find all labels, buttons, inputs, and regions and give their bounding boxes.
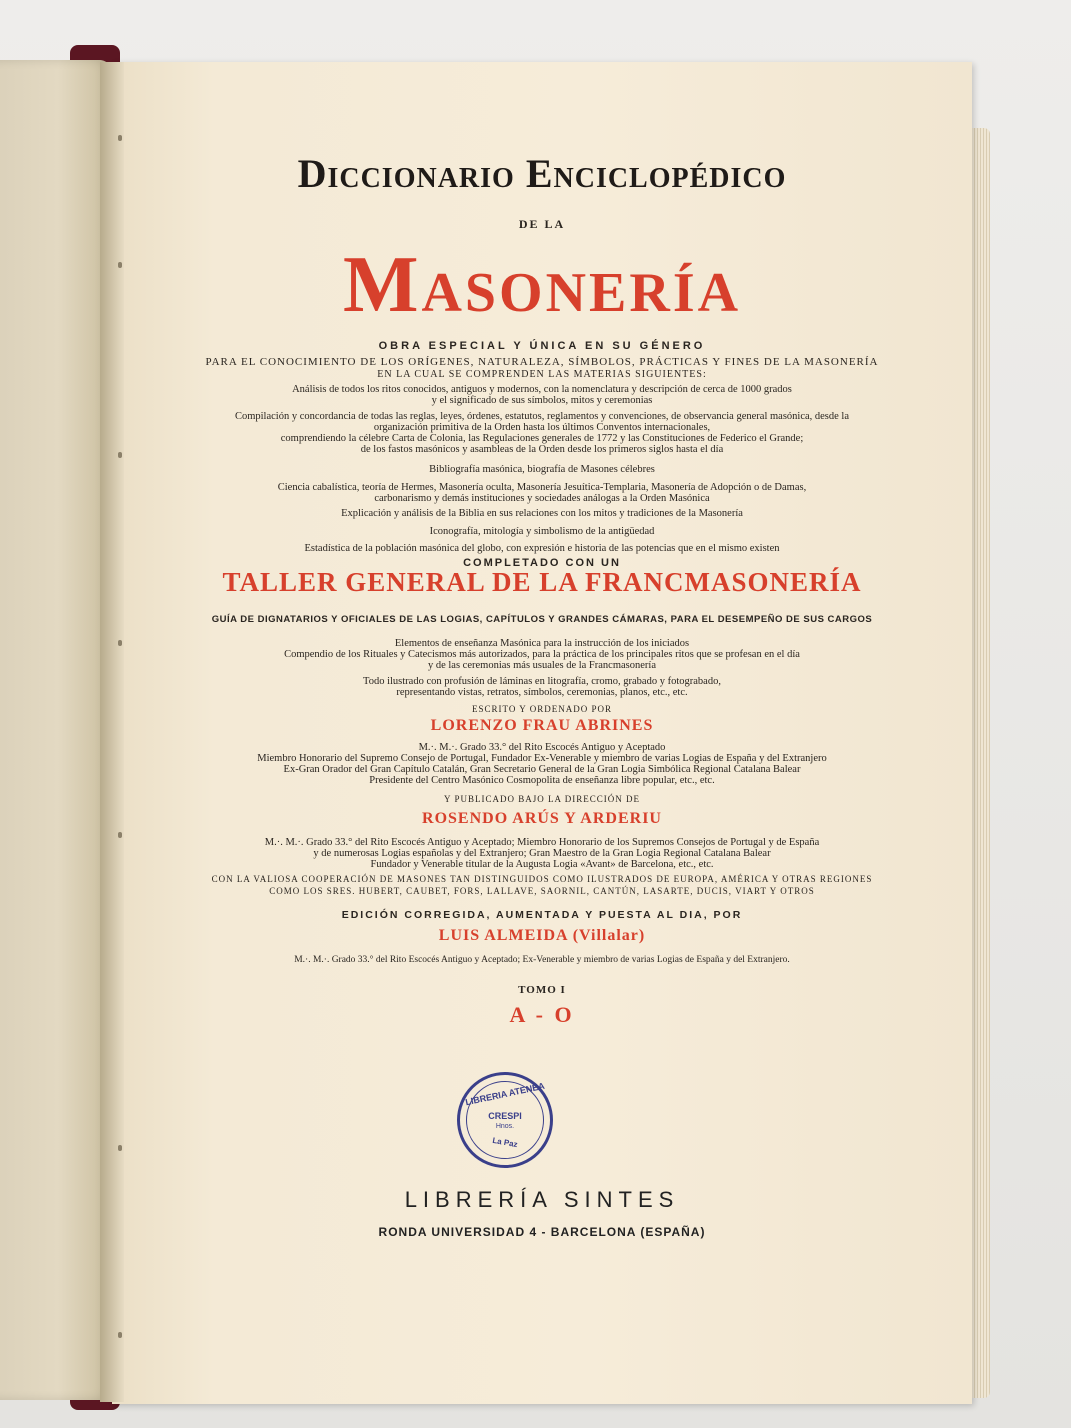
author2-credential: y de numerosas Logias españolas y del Extranjero; Gran Maestro de la Gran Logia Regional Catalana Balear bbox=[313, 848, 771, 859]
author2-credential: M.·. M.·. Grado 33.° del Rito Escocés Antiguo y Aceptado; Miembro Honorario de los Supremos Consejos de Portugal y de España bbox=[264, 837, 820, 848]
title-line-diccionario: Diccionario Enciclopédico bbox=[297, 151, 787, 196]
materia-line: Análisis de todos los ritos conocidos, antiguos y modernos, con la nomenclatura y descripción de cerca de 1000 grados bbox=[292, 384, 792, 395]
materia-line: Bibliografía masónica, biografía de Masones célebres bbox=[429, 464, 655, 475]
taller-subtitle: GUÍA DE DIGNATARIOS Y OFICIALES DE LAS LOGIAS, CAPÍTULOS Y GRANDES CÁMARAS, PARA EL DESEMPEÑO DE SUS CARGOS bbox=[211, 614, 873, 625]
materia-line: carbonarismo y demás instituciones y sociedades análogas a la Orden Masónica bbox=[374, 493, 710, 504]
elementos-line: representando vistas, retratos, símbolos, ceremonias, planos, etc., etc. bbox=[396, 687, 688, 698]
materia-line: y el significado de sus símbolos, mitos y ceremonias bbox=[431, 395, 653, 406]
author-rosendo: ROSENDO ARÚS Y ARDERIU bbox=[422, 810, 662, 827]
title-page-text bbox=[112, 62, 972, 1404]
author1-credential: Presidente del Centro Masónico Cosmopolita de enseñanza libre popular, etc., etc. bbox=[369, 775, 715, 786]
author-luis: LUIS ALMEIDA (Villalar) bbox=[438, 927, 646, 944]
escrito-label: ESCRITO Y ORDENADO POR bbox=[472, 704, 612, 714]
cooperacion-line: CON LA VALIOSA COOPERACIÓN DE MASONES TAN DISTINGUIDOS COMO ILUSTRADOS DE EUROPA, AMÉRICA Y OTRAS REGIONES bbox=[211, 874, 873, 884]
main-title: Masonería bbox=[342, 241, 742, 329]
title-de-la: DE LA bbox=[518, 217, 566, 231]
completado-label: COMPLETADO CON UN bbox=[463, 557, 621, 569]
materia-line: comprendiendo la célebre Carta de Colonia, las Regulaciones generales de 1772 y las Constituciones de Federico el Grande; bbox=[280, 433, 804, 444]
author1-credential: Ex-Gran Orador del Gran Capítulo Catalán, Gran Secretario General de la Gran Logia Simbólica Regional Catalana Balear bbox=[283, 764, 801, 775]
materia-line: Compilación y concordancia de todas las reglas, leyes, órdenes, estatutos, reglamentos y convenciones, de observancia general masónica, desde la bbox=[234, 411, 850, 422]
library-stamp: LIBRERIA ATENEA CRESPI Hnos. La Paz bbox=[457, 1072, 553, 1168]
subtitle-obra: OBRA ESPECIAL Y ÚNICA EN SU GÉNERO bbox=[378, 340, 706, 352]
materia-line: Explicación y análisis de la Biblia en sus relaciones con los mitos y tradiciones de la Masonería bbox=[341, 508, 743, 519]
materia-line: Estadística de la población masónica del globo, con expresión e historia de las potencias que en el mismo existen bbox=[304, 543, 780, 554]
publicado-label: Y PUBLICADO BAJO LA DIRECCIÓN DE bbox=[444, 794, 640, 804]
elementos-line: Todo ilustrado con profusión de láminas en litografía, cromo, grabado y fotograbado, bbox=[363, 676, 721, 687]
materia-line: Iconografía, mitología y simbolismo de la antigüedad bbox=[429, 526, 655, 537]
elementos-line: Compendio de los Rituales y Catecismos más autorizados, para la práctica de los principales ritos que se profesan en el día bbox=[284, 649, 800, 660]
taller-title: TALLER GENERAL DE LA FRANCMASONERÍA bbox=[222, 567, 862, 597]
author3-credential: M.·. M.·. Grado 33.° del Rito Escocés Antiguo y Aceptado; Ex-Venerable y miembro de varias Logias de España y del Extranjero. bbox=[294, 955, 790, 965]
author1-credential: Miembro Honorario del Supremo Consejo de Portugal, Fundador Ex-Venerable y miembro de varias Logias de España y del Extranjero bbox=[257, 753, 827, 764]
subtitle-para: PARA EL CONOCIMIENTO DE LOS ORÍGENES, NATURALEZA, SÍMBOLOS, PRÁCTICAS Y FINES DE LA MASONERÍA bbox=[205, 356, 879, 368]
tomo-label: TOMO I bbox=[518, 984, 566, 996]
edicion-label: EDICIÓN CORREGIDA, AUMENTADA Y PUESTA AL DIA, POR bbox=[341, 909, 743, 921]
publisher-address: RONDA UNIVERSIDAD 4 - BARCELONA (ESPAÑA) bbox=[378, 1225, 706, 1239]
materia-line: de los fastos masónicos y asambleas de la Orden desde los primeros siglos hasta el día bbox=[360, 444, 724, 455]
elementos-line: Elementos de enseñanza Masónica para la instrucción de los iniciados bbox=[394, 638, 690, 649]
cooperacion-line: COMO LOS SRES. HUBERT, CAUBET, FORS, LALLAVE, SAORNIL, CANTÚN, LASARTE, DUCIS, VIART Y OTROS bbox=[269, 886, 815, 896]
author1-credential: M.·. M.·. Grado 33.° del Rito Escocés Antiguo y Aceptado bbox=[418, 742, 666, 753]
materia-line: Ciencia cabalística, teoría de Hermes, Masonería oculta, Masonería Jesuítica-Templaria, Masonería de Adopción o de Damas, bbox=[277, 482, 807, 493]
volume-range: A - O bbox=[509, 1002, 575, 1027]
subtitle-en-la-cual: EN LA CUAL SE COMPRENDEN LAS MATERIAS SIGUIENTES: bbox=[377, 369, 707, 380]
author2-credential: Fundador y Venerable titular de la Augusta Logia «Avant» de Barcelona, etc., etc. bbox=[370, 859, 714, 870]
author-lorenzo: LORENZO FRAU ABRINES bbox=[430, 717, 654, 734]
left-page bbox=[0, 60, 110, 1400]
materia-line: organización primitiva de la Orden hasta los últimos Conventos internacionales, bbox=[373, 422, 711, 433]
publisher-name: LIBRERÍA SINTES bbox=[404, 1187, 680, 1212]
elementos-line: y de las ceremonias más usuales de la Francmasonería bbox=[427, 660, 656, 671]
